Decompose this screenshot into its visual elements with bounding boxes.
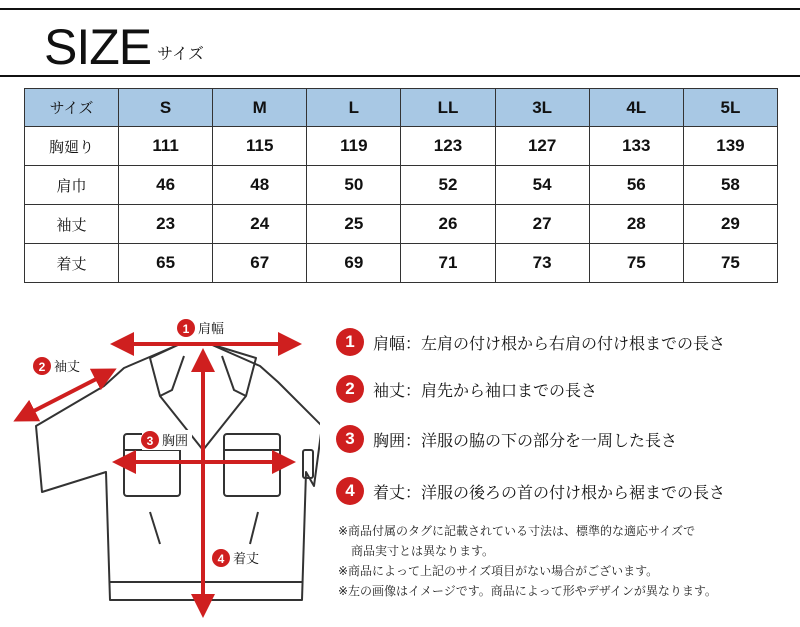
table-cell: 69 [307,244,401,283]
table-cell: 29 [683,205,777,244]
row-label: 肩巾 [25,166,119,205]
page-title: SIZE [44,19,152,75]
table-row [25,244,778,283]
page-heading [44,16,204,75]
legend-item [330,476,725,506]
legend-number-badge: 4 [336,477,364,505]
table-cell: 73 [495,244,589,283]
size-column-header: 3L [495,89,589,127]
table-cell: 115 [213,127,307,166]
table-row [25,127,778,166]
marker-1-number: 1 [182,322,190,336]
note-line: ※左の画像はイメージです。商品によって形やデザインが異なります。 [338,584,717,598]
legend-number-badge: 3 [336,425,364,453]
table-cell: 111 [119,127,213,166]
table-cell: 75 [589,244,683,283]
table-row [25,166,778,205]
jacket-body [36,344,320,600]
size-column-header: 4L [589,89,683,127]
shoulder-label: 肩幅 [198,322,225,337]
note-line: ※商品付属のタグに記載されている寸法は、標準的な適応サイズで [338,524,696,538]
table-cell: 23 [119,205,213,244]
table-cell: 127 [495,127,589,166]
table-cell: 123 [401,127,495,166]
table-cell: 27 [495,205,589,244]
row-label: 着丈 [25,244,119,283]
table-cell: 71 [401,244,495,283]
row-label: 袖丈 [25,205,119,244]
jacket-measurement-diagram [0,300,320,620]
size-column-header: S [119,89,213,127]
table-cell: 119 [307,127,401,166]
size-column-header: L [307,89,401,127]
size-column-header: LL [401,89,495,127]
table-cell: 67 [213,244,307,283]
header-label-cell: サイズ [25,89,119,127]
table-cell: 58 [683,166,777,205]
table-cell: 26 [401,205,495,244]
table-cell: 133 [589,127,683,166]
table-cell: 48 [213,166,307,205]
length-label: 着丈 [233,552,260,567]
heading-rule [0,75,800,77]
legend-text: 肩幅：左肩の付け根から右肩の付け根までの長さ [373,333,726,353]
legend-text: 袖丈：肩先から袖口までの長さ [373,380,598,400]
size-notes [338,521,793,601]
legend-text: 胸囲：洋服の脇の下の部分を一周した長さ [373,430,678,450]
table-cell: 54 [495,166,589,205]
marker-4-number: 4 [217,552,225,566]
table-cell: 56 [589,166,683,205]
table-cell: 139 [683,127,777,166]
table-cell: 65 [119,244,213,283]
chest-label: 胸囲 [162,434,189,449]
note-line: ※商品によって上記のサイズ項目がない場合がございます。 [338,564,659,578]
legend-number-badge: 2 [336,375,364,403]
table-cell: 46 [119,166,213,205]
legend-item [330,424,677,454]
size-table-header-row [25,89,778,127]
marker-2-number: 2 [38,360,46,374]
marker-3-number: 3 [146,434,154,448]
table-cell: 25 [307,205,401,244]
page-subtitle: サイズ [157,44,204,63]
table-cell: 50 [307,166,401,205]
legend-text: 着丈：洋服の後ろの首の付け根から裾までの長さ [373,482,726,502]
size-column-header: M [213,89,307,127]
legend-item [330,327,725,357]
jacket-illustration [36,344,320,600]
sleeve-label: 袖丈 [54,360,81,375]
size-column-header: 5L [683,89,777,127]
note-line: 商品実寸とは異なります。 [351,544,495,558]
table-cell: 24 [213,205,307,244]
table-row [25,205,778,244]
row-label: 胸廻り [25,127,119,166]
legend-number-badge: 1 [336,328,364,356]
top-rule [0,8,800,10]
legend-item [330,374,597,404]
table-cell: 75 [683,244,777,283]
table-cell: 28 [589,205,683,244]
table-cell: 52 [401,166,495,205]
size-table [24,88,778,283]
